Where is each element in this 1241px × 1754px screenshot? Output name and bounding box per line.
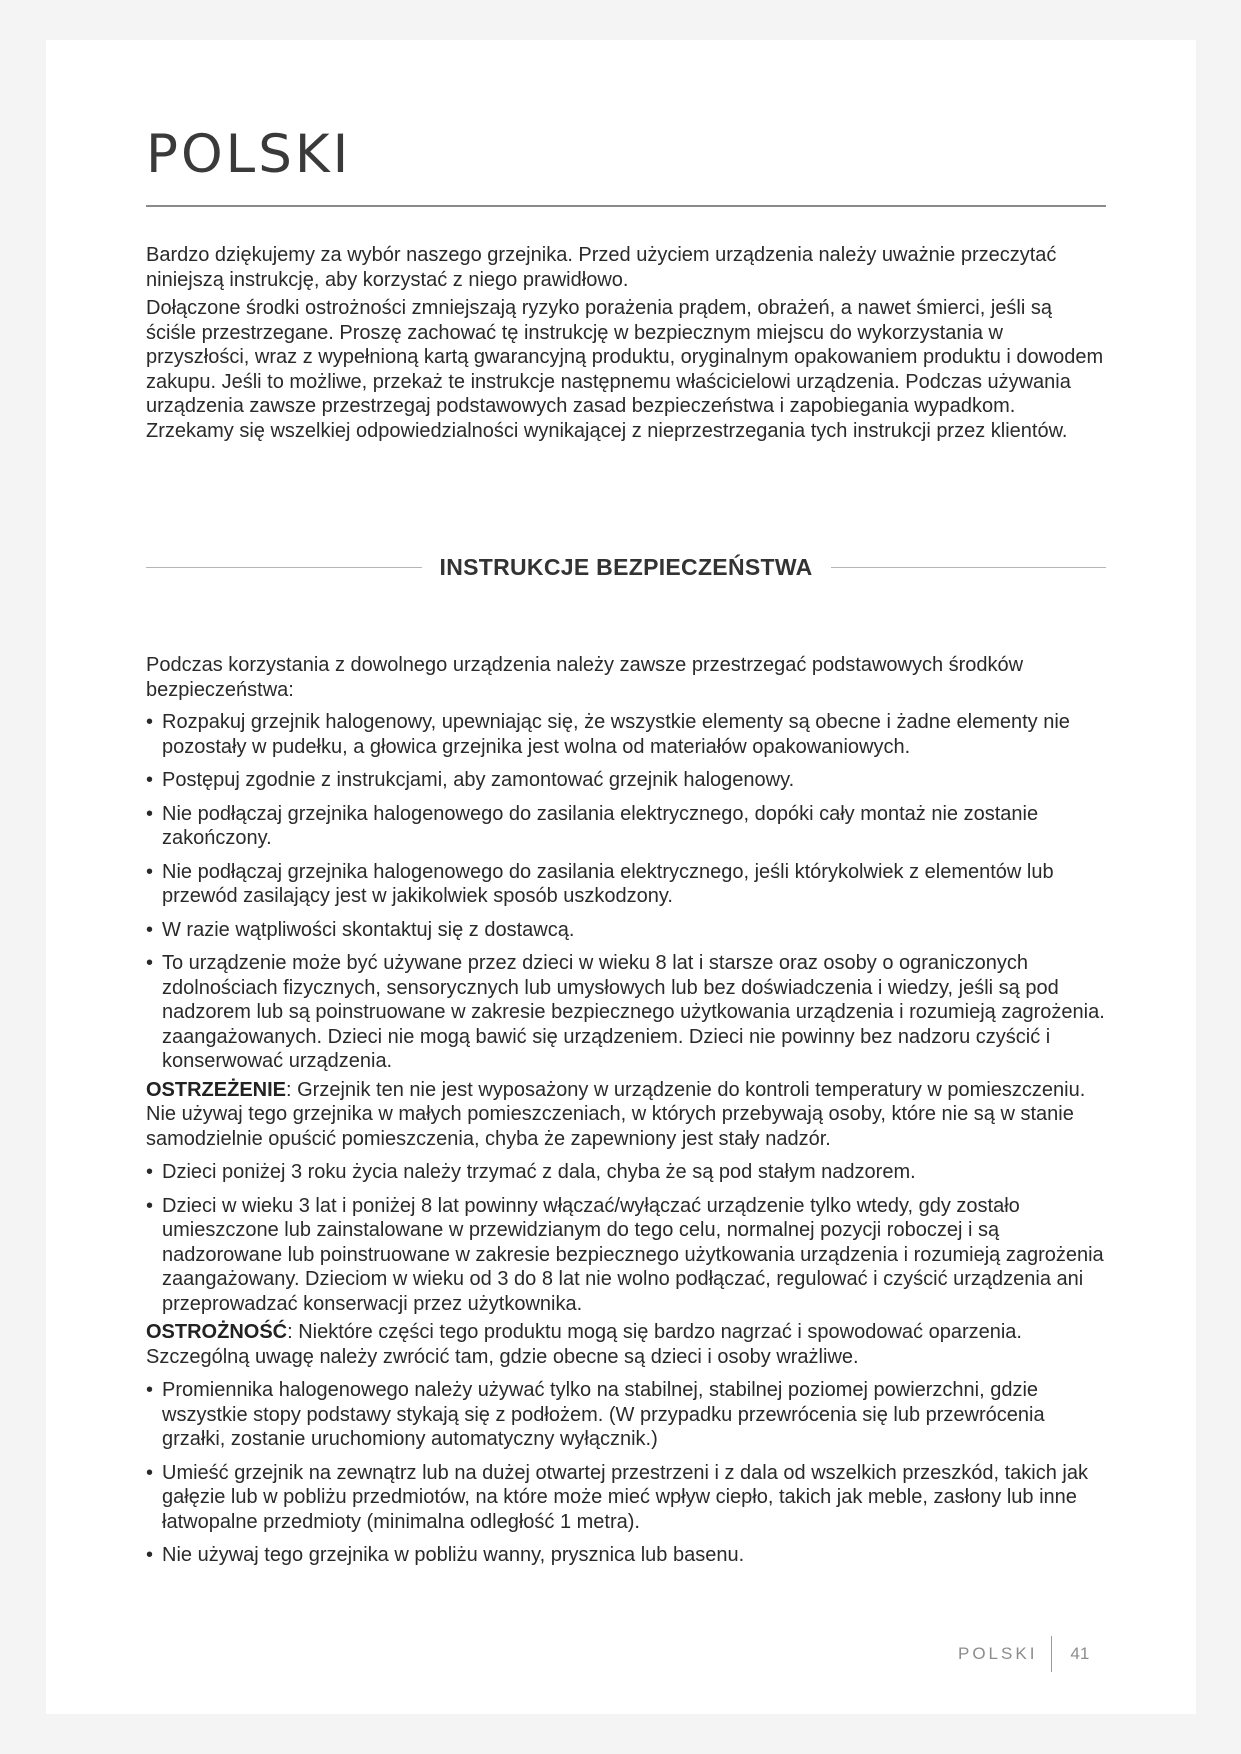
list-item: • Nie podłączaj grzejnika halogenowego do zasilania elektrycznego, dopóki cały montaż nie zostanie zakończony. (146, 802, 1039, 849)
bullet-icon: • (146, 711, 154, 733)
bullet-icon: • (146, 860, 154, 883)
list-item: • Postępuj zgodnie z instrukcjami, aby zamontować grzejnik halogenowy. (146, 769, 795, 791)
list-item: • Umieść grzejnik na zewnątrz lub na dużej otwartej przestrzeni i z dala od wszelkich przeszkód, takich jak gałęzie lub w pobliżu przedmiotów, na które może mieć wpływ ciepło, takich jak meble, zasłony lub inne łatwopalne przedmioty (minimalna odległość 1 metra). (146, 1461, 1088, 1533)
bullet-list (146, 1160, 1106, 1316)
list-item: • To urządzenie może być używane przez dzieci w wieku 8 lat i starsze oraz osoby o ograniczonych zdolnościach fizycznych, sensorycznych lub umysłowych lub bez doświadczenia i wiedzy, jeśli są pod nadzorem lub są poinstruowane w zakresie bezpiecznego użytkowania urządzenia i rozumieją zagrożenia. zaangażowanych. Dzieci nie mogą bawić się urządzeniem. Dzieci nie powinny bez nadzoru czyścić i konserwować urządzenia. (146, 952, 1105, 1072)
list-item: • Dzieci poniżej 3 roku życia należy trzymać z dala, chyba że są pod stałym nadzorem. (146, 1161, 916, 1183)
intro-paragraph: Dołączone środki ostrożności zmniejszają ryzyko porażenia prądem, obrażeń, a nawet śmierci, jeśli są ściśle przestrzegane. Proszę zachować tę instrukcję w bezpiecznym miejscu do wykorzystania w przyszłości, wraz z wypełnioną kartą gwarancyjną produktu, oryginalnym opakowaniem produktu i dowodem zakupu. Jeśli to możliwe, przekaż te instrukcje następnemu właścicielowi urządzenia. Podczas używania urządzenia zawsze przestrzegaj podstawowych zasad bezpieczeństwa i zapobiegania wypadkom. Zrzekamy się wszelkiej odpowiedzialności wynikającej z nieprzestrzegania tych instrukcji przez klientów. (146, 297, 1104, 442)
footer-language: POLSKI (958, 1644, 1038, 1663)
caution-paragraph: OSTROŻNOŚĆ: Niektóre części tego produktu mogą się bardzo nagrzać i spowodować oparzenia. Szczególną uwagę należy zwrócić tam, gdzie obecne są dzieci i osoby wrażliwe. (146, 1321, 1022, 1368)
intro-section (146, 243, 1106, 447)
bullet-icon: • (146, 802, 154, 825)
list-item: • Nie podłączaj grzejnika halogenowego do zasilania elektrycznego, jeśli którykolwiek z elementów lub przewód zasilający jest w jakikolwiek sposób uszkodzony. (146, 860, 1054, 907)
document-page (46, 40, 1196, 1714)
bullet-icon: • (146, 1379, 154, 1401)
warning-label: OSTRZEŻENIE (146, 1078, 287, 1101)
bullet-icon: • (146, 1161, 154, 1183)
list-item: • Dzieci w wieku 3 lat i poniżej 8 lat powinny włączać/wyłączać urządzenie tylko wtedy, gdy zostało umieszczone lub zainstalowane w przewidzianym do tego celu, normalnej pozycji roboczej i są nadzorowane lub poinstruowane w zakresie bezpiecznego użytkowania urządzenia i rozumieją zagrożenia zaangażowany. Dzieciom w wieku od 3 do 8 lat nie wolno podłączać, regulować i czyścić urządzenia ani przeprowadzać konserwacji przez użytkownika. (146, 1194, 1104, 1315)
bullet-icon: • (146, 952, 154, 974)
warning-paragraph: OSTRZEŻENIE: Grzejnik ten nie jest wyposażony w urządzenie do kontroli temperatury w pomieszczeniu. Nie używaj tego grzejnika w małych pomieszczeniach, w których przebywają osoby, które nie są w stanie samodzielnie opuścić pomieszczenia, chyba że zapewniony jest stały nadzór. (146, 1078, 1086, 1150)
bullet-list (146, 710, 1106, 1074)
page-number: 41 (1070, 1644, 1090, 1663)
page-footer (958, 1636, 1089, 1672)
caution-label: OSTROŻNOŚĆ (146, 1321, 288, 1343)
footer-divider (1051, 1636, 1052, 1672)
bullet-list (146, 1378, 1106, 1568)
title-divider (146, 205, 1106, 207)
bullet-icon: • (146, 769, 154, 791)
bullet-icon: • (146, 1544, 154, 1566)
list-item: • Rozpakuj grzejnik halogenowy, upewniając się, że wszystkie elementy są obecne i żadne elementy nie pozostały w pudełku, a głowica grzejnika jest wolna od materiałów opakowaniowych. (146, 711, 1070, 758)
heading-rule-right (831, 567, 1107, 568)
safety-instructions (146, 653, 1106, 1577)
list-item: • Promiennika halogenowego należy używać tylko na stabilnej, stabilnej poziomej powierzchni, gdzie wszystkie stopy podstawy stykają się z podłożem. (W przypadku przewrócenia się lub przewrócenia grzałki, zostanie uruchomiony automatyczny wyłącznik.) (146, 1379, 1045, 1450)
bullet-icon: • (146, 1194, 154, 1217)
list-item: • W razie wątpliwości skontaktuj się z dostawcą. (146, 918, 575, 941)
bullet-icon: • (146, 1461, 154, 1484)
section-heading (146, 554, 1106, 581)
list-item: • Nie używaj tego grzejnika w pobliżu wanny, prysznica lub basenu. (146, 1544, 745, 1566)
heading-rule-left (146, 567, 422, 568)
section-heading-label: INSTRUKCJE BEZPIECZEŃSTWA (439, 554, 813, 580)
bullet-icon: • (146, 918, 154, 941)
intro-paragraph: Bardzo dziękujemy za wybór naszego grzejnika. Przed użyciem urządzenia należy uważnie przeczytać niniejszą instrukcję, aby korzystać z niego prawidłowo. (146, 244, 1057, 291)
page-title: POLSKI (146, 124, 352, 185)
lead-paragraph: Podczas korzystania z dowolnego urządzenia należy zawsze przestrzegać podstawowych środków bezpieczeństwa: (146, 654, 1024, 701)
